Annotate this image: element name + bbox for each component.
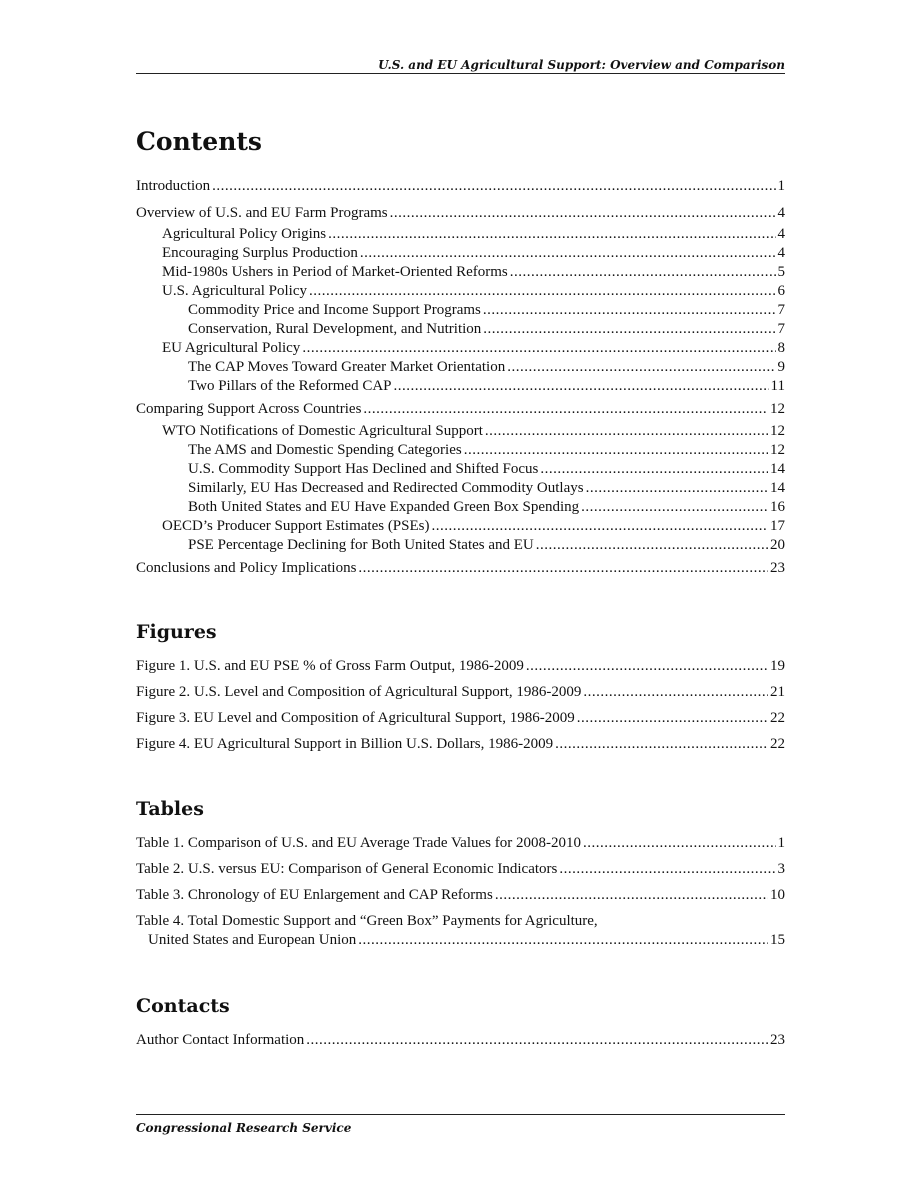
toc-entry-page: 4 bbox=[777, 205, 785, 221]
toc-entry[interactable] bbox=[188, 498, 785, 516]
toc-entry-label: Overview of U.S. and EU Farm Programs bbox=[136, 205, 388, 221]
toc-entry[interactable] bbox=[136, 177, 785, 195]
toc-entry[interactable] bbox=[188, 460, 785, 478]
dot-leader bbox=[390, 204, 776, 222]
toc-entry[interactable] bbox=[188, 320, 785, 338]
toc-entry-label: The CAP Moves Toward Greater Market Orientation bbox=[188, 359, 506, 375]
dot-leader bbox=[555, 735, 768, 753]
dot-leader bbox=[432, 517, 769, 535]
table-entry[interactable] bbox=[136, 886, 785, 904]
dot-leader bbox=[485, 422, 768, 440]
dot-leader bbox=[536, 536, 768, 554]
dot-leader bbox=[394, 377, 769, 395]
figures-heading: Figures bbox=[136, 621, 217, 643]
toc-entry-page: 7 bbox=[777, 302, 785, 318]
table-entry[interactable] bbox=[148, 931, 785, 949]
dot-leader bbox=[212, 177, 775, 195]
figure-entry-label: Figure 2. U.S. Level and Composition of Agricultural Support, 1986-2009 bbox=[136, 684, 582, 700]
toc-entry-page: 7 bbox=[777, 321, 785, 337]
toc-entry-page: 6 bbox=[777, 283, 785, 299]
dot-leader bbox=[540, 460, 768, 478]
dot-leader bbox=[586, 479, 768, 497]
toc-entry-label: Agricultural Policy Origins bbox=[162, 226, 327, 242]
dot-leader bbox=[483, 301, 776, 319]
toc-entry-label: Two Pillars of the Reformed CAP bbox=[188, 378, 392, 394]
header-rule bbox=[136, 73, 785, 74]
toc-entry-page: 1 bbox=[777, 178, 785, 194]
toc-entry[interactable] bbox=[162, 339, 785, 357]
table-entry-label: Table 3. Chronology of EU Enlargement and CAP Reforms bbox=[136, 887, 493, 903]
figure-entry[interactable] bbox=[136, 657, 785, 675]
contact-entry-page: 23 bbox=[770, 1032, 785, 1048]
toc-entry[interactable] bbox=[188, 301, 785, 319]
running-footer: Congressional Research Service bbox=[136, 1121, 352, 1135]
table-entry[interactable] bbox=[136, 860, 785, 878]
dot-leader bbox=[363, 400, 768, 418]
dot-leader bbox=[526, 657, 768, 675]
running-header: U.S. and EU Agricultural Support: Overview and Comparison bbox=[378, 58, 785, 72]
dot-leader bbox=[583, 683, 768, 701]
toc-entry[interactable] bbox=[162, 263, 785, 281]
toc-entry-label: Introduction bbox=[136, 178, 211, 194]
figure-entry-label: Figure 1. U.S. and EU PSE % of Gross Farm Output, 1986-2009 bbox=[136, 658, 524, 674]
toc-entry-label: EU Agricultural Policy bbox=[162, 340, 301, 356]
table-entry-page: 3 bbox=[777, 861, 785, 877]
table-entry-page: 1 bbox=[777, 835, 785, 851]
figure-entry-page: 19 bbox=[770, 658, 785, 674]
toc-entry-page: 11 bbox=[770, 378, 785, 394]
toc-entry[interactable] bbox=[162, 422, 785, 440]
dot-leader bbox=[358, 559, 768, 577]
figure-entry-page: 21 bbox=[770, 684, 785, 700]
toc-entry-page: 9 bbox=[777, 359, 785, 375]
dot-leader bbox=[306, 1031, 768, 1049]
toc-entry-label: Encouraging Surplus Production bbox=[162, 245, 358, 261]
figure-entry[interactable] bbox=[136, 683, 785, 701]
toc-entry-label: The AMS and Domestic Spending Categories bbox=[188, 442, 462, 458]
table-entry-page: 15 bbox=[770, 932, 785, 948]
dot-leader bbox=[577, 709, 768, 727]
table-entry-label: Table 2. U.S. versus EU: Comparison of General Economic Indicators bbox=[136, 861, 558, 877]
toc-entry-label: Comparing Support Across Countries bbox=[136, 401, 362, 417]
toc-entry-page: 17 bbox=[770, 518, 785, 534]
toc-entry[interactable] bbox=[188, 377, 785, 395]
figure-entry[interactable] bbox=[136, 709, 785, 727]
table-entry[interactable] bbox=[136, 834, 785, 852]
dot-leader bbox=[309, 282, 776, 300]
table-entry-label: Table 1. Comparison of U.S. and EU Average Trade Values for 2008-2010 bbox=[136, 835, 581, 851]
dot-leader bbox=[495, 886, 768, 904]
toc-entry-page: 4 bbox=[777, 226, 785, 242]
toc-entry-page: 12 bbox=[770, 401, 785, 417]
toc-entry-page: 23 bbox=[770, 560, 785, 576]
dot-leader bbox=[559, 860, 775, 878]
toc-entry[interactable] bbox=[162, 282, 785, 300]
contents-heading: Contents bbox=[136, 127, 263, 156]
toc-entry-label: OECD’s Producer Support Estimates (PSEs) bbox=[162, 518, 430, 534]
toc-entry-label: WTO Notifications of Domestic Agricultural Support bbox=[162, 423, 483, 439]
toc-entry-label: Conclusions and Policy Implications bbox=[136, 560, 357, 576]
toc-entry-page: 14 bbox=[770, 461, 785, 477]
toc-entry-page: 12 bbox=[770, 442, 785, 458]
dot-leader bbox=[302, 339, 775, 357]
figure-entry-label: Figure 4. EU Agricultural Support in Billion U.S. Dollars, 1986-2009 bbox=[136, 736, 554, 752]
table-entry-label-line1[interactable]: Table 4. Total Domestic Support and “Green Box” Payments for Agriculture, bbox=[136, 913, 598, 929]
toc-entry[interactable] bbox=[188, 441, 785, 459]
toc-entry[interactable] bbox=[162, 244, 785, 262]
toc-entry-label: PSE Percentage Declining for Both United States and EU bbox=[188, 537, 534, 553]
footer-rule bbox=[136, 1114, 785, 1115]
dot-leader bbox=[358, 931, 768, 949]
table-entry-label: United States and European Union bbox=[148, 932, 357, 948]
toc-entry-page: 20 bbox=[770, 537, 785, 553]
toc-entry-page: 14 bbox=[770, 480, 785, 496]
toc-entry-page: 16 bbox=[770, 499, 785, 515]
toc-entry[interactable] bbox=[136, 204, 785, 222]
tables-heading: Tables bbox=[136, 798, 204, 820]
dot-leader bbox=[583, 834, 776, 852]
contacts-heading: Contacts bbox=[136, 995, 230, 1017]
toc-entry[interactable] bbox=[136, 559, 785, 577]
dot-leader bbox=[510, 263, 776, 281]
toc-entry-label: Conservation, Rural Development, and Nutrition bbox=[188, 321, 482, 337]
toc-entry-label: Both United States and EU Have Expanded Green Box Spending bbox=[188, 499, 580, 515]
toc-entry[interactable] bbox=[188, 358, 785, 376]
figure-entry-page: 22 bbox=[770, 710, 785, 726]
contact-entry[interactable] bbox=[136, 1031, 785, 1049]
toc-entry-label: U.S. Commodity Support Has Declined and Shifted Focus bbox=[188, 461, 539, 477]
toc-entry[interactable] bbox=[188, 536, 785, 554]
figure-entry-page: 22 bbox=[770, 736, 785, 752]
dot-leader bbox=[464, 441, 768, 459]
toc-entry-page: 5 bbox=[777, 264, 785, 280]
toc-entry[interactable] bbox=[162, 225, 785, 243]
figure-entry[interactable] bbox=[136, 735, 785, 753]
toc-entry[interactable] bbox=[136, 400, 785, 418]
dot-leader bbox=[328, 225, 775, 243]
figure-entry-label: Figure 3. EU Level and Composition of Agricultural Support, 1986-2009 bbox=[136, 710, 575, 726]
toc-entry-page: 12 bbox=[770, 423, 785, 439]
contact-entry-label: Author Contact Information bbox=[136, 1032, 305, 1048]
dot-leader bbox=[360, 244, 776, 262]
dot-leader bbox=[483, 320, 775, 338]
dot-leader bbox=[507, 358, 775, 376]
table-entry-page: 10 bbox=[770, 887, 785, 903]
toc-entry-page: 8 bbox=[777, 340, 785, 356]
toc-entry-label: Commodity Price and Income Support Programs bbox=[188, 302, 481, 318]
toc-entry-page: 4 bbox=[777, 245, 785, 261]
toc-entry[interactable] bbox=[188, 479, 785, 497]
toc-entry-label: U.S. Agricultural Policy bbox=[162, 283, 307, 299]
toc-entry-label: Similarly, EU Has Decreased and Redirected Commodity Outlays bbox=[188, 480, 584, 496]
toc-entry[interactable] bbox=[162, 517, 785, 535]
toc-entry-label: Mid-1980s Ushers in Period of Market-Oriented Reforms bbox=[162, 264, 508, 280]
dot-leader bbox=[581, 498, 768, 516]
